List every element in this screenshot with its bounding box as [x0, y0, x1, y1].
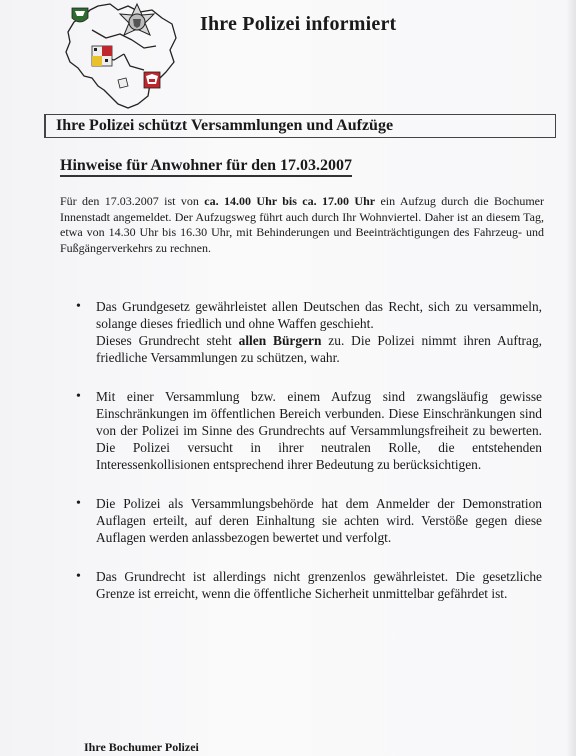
- bullet-text: • Das Grundrecht ist allerdings nicht grenzenlos gewährleistet. Die gesetzliche Grenze ist erreicht, wenn die öffentliche Sicherheit unmittelbar gefährdet ist.: [96, 569, 542, 601]
- intro-text-1: Für den 17.03.2007 ist von: [60, 194, 205, 208]
- nrw-police-map-logo-icon: [58, 0, 183, 112]
- page-title: Ihre Polizei informiert: [200, 13, 397, 35]
- signature: Ihre Bochumer Polizei: [84, 740, 199, 754]
- list-item: [76, 388, 542, 473]
- bullet-text: • Die Polizei als Versammlungsbehörde hat dem Anmelder der Demonstration Auflagen erteilt, auf deren Einhaltung sie achten wird. Verstöße gegen diese Auflagen werden anlassbezogen bewertet und verfolgt.: [96, 496, 542, 545]
- bullet-list: [76, 298, 542, 624]
- page-edge-shadow: [566, 0, 576, 756]
- intro-text-2: ein Aufzug durch die Bochumer Innenstadt angemeldet. Der Aufzugsweg führt auch durch Ihr Wohnviertel. Daher ist an diesem Tag, etwa von 14.30 Uhr bis 16.30 Uhr, mit Behinderungen und Beeinträchtigungen des Fahrzeug- und Fußgängerverkehrs zu rechnen.: [60, 194, 544, 255]
- bullet-second-pre: Dieses Grundrecht steht: [96, 333, 239, 348]
- bullet-text: • Das Grundgesetz gewährleistet allen Deutschen das Recht, sich zu versammeln, solange dieses friedlich und ohne Waffen geschieht.: [96, 299, 542, 331]
- banner-text: Ihre Polizei schützt Versammlungen und Aufzüge: [56, 117, 394, 134]
- bullet-second-bold: allen Bürgern: [238, 333, 322, 348]
- list-item: [76, 495, 542, 546]
- bullet-text: • Mit einer Versammlung bzw. einem Aufzug sind zwangsläufig gewisse Einschränkungen im öffentlichen Bereich verbunden. Diese Einschränkungen sind von der Polizei im Sinne des Grundrechts auf Versammlungsfreiheit zu bewerten. Die Polizei versucht in ihrer neutralen Rolle, die entstehenden Interessenkollisionen entsprechend ihrer Bedeutung zu berücksichtigen.: [96, 389, 542, 472]
- notice-subheading: Hinweise für Anwohner für den 17.03.2007: [60, 156, 352, 177]
- list-item: [76, 298, 542, 366]
- bullet-second-post: zu. Die Polizei nimmt ihren Auftrag, friedliche Versammlungen zu schützen, wahr.: [96, 333, 542, 365]
- intro-paragraph: [60, 194, 544, 256]
- list-item: [76, 568, 542, 602]
- intro-time-range: ca. 14.00 Uhr bis ca. 17.00 Uhr: [204, 194, 376, 208]
- section-banner: [44, 114, 556, 138]
- bullet-second-paragraph: [96, 332, 542, 366]
